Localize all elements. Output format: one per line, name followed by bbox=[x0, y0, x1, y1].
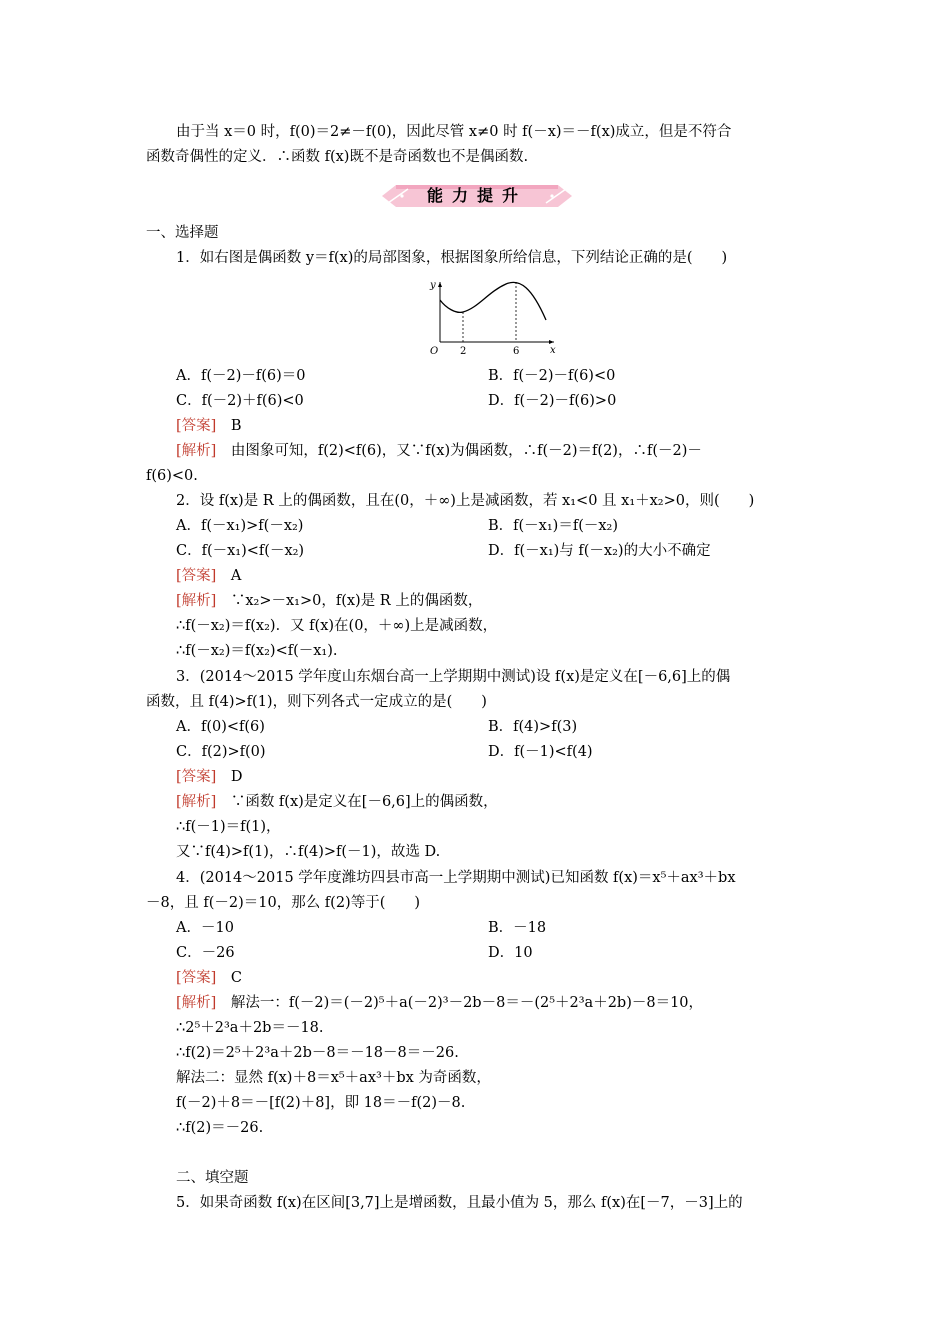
q3-option-b: B．f(4)>f(3) bbox=[488, 719, 578, 735]
q3-analysis-line-2: ∴f(－1)＝f(1)， bbox=[176, 819, 281, 835]
q4-option-a: A．－10 bbox=[176, 920, 234, 936]
graph-x-label: x bbox=[550, 345, 556, 356]
q4-option-d: D．10 bbox=[488, 945, 533, 961]
answer-tag: [答案] bbox=[176, 970, 217, 986]
q4-answer bbox=[176, 968, 836, 988]
q4-analysis-line-2: ∴2⁵＋2³a＋2b＝－18. bbox=[176, 1020, 324, 1036]
q1-stem: 1．如右图是偶函数 y＝f(x)的局部图象，根据图象所给信息，下列结论正确的是( ) bbox=[176, 250, 728, 266]
q2-analysis-line-1 bbox=[176, 591, 836, 611]
q3-answer-value: D bbox=[230, 769, 243, 785]
q1-answer-value: B bbox=[230, 418, 242, 434]
q1-option-a: A．f(－2)－f(6)＝0 bbox=[176, 368, 306, 384]
q2-option-c: C．f(－x₁)<f(－x₂) bbox=[176, 543, 305, 559]
section-2-heading: 二、填空题 bbox=[176, 1170, 249, 1186]
graph-y-label: y bbox=[430, 280, 436, 291]
q4-analysis-line-3: ∴f(2)＝2⁵＋2³a＋2b－8＝－18－8＝－26. bbox=[176, 1045, 459, 1061]
q4-stem-line-2: －8，且 f(－2)＝10，那么 f(2)等于( ) bbox=[146, 895, 421, 911]
q3-stem-line-2: 函数，且 f(4)>f(1)，则下列各式一定成立的是( ) bbox=[146, 694, 487, 710]
q2-option-a: A．f(－x₁)>f(－x₂) bbox=[176, 518, 304, 534]
q2-stem: 2．设 f(x)是 R 上的偶函数，且在(0，＋∞)上是减函数，若 x₁<0 且 x₁＋x₂>0，则( ) bbox=[176, 493, 755, 509]
q2-answer-value: A bbox=[230, 568, 242, 584]
q3-answer bbox=[176, 767, 836, 787]
q1-function-graph bbox=[426, 278, 558, 356]
answer-tag: [答案] bbox=[176, 769, 217, 785]
q1-analysis-line-2: f(6)<0. bbox=[146, 468, 198, 484]
analysis-tag: [解析] bbox=[176, 443, 217, 459]
banner-title: 能力提升 bbox=[426, 186, 527, 205]
graph-tick-2: 2 bbox=[460, 346, 467, 356]
analysis-tag: [解析] bbox=[176, 995, 217, 1011]
q1-analysis-text: 由图象可知，f(2)<f(6)，又∵f(x)为偶函数，∴f(－2)＝f(2)，∴f(－2)－ bbox=[230, 443, 702, 459]
q2-option-b: B．f(－x₁)＝f(－x₂) bbox=[488, 518, 618, 534]
q3-stem-line-1: 3．(2014～2015 学年度山东烟台高一上学期期中测试)设 f(x)是定义在[－6,6]上的偶 bbox=[176, 669, 731, 685]
q3-option-d: D．f(－1)<f(4) bbox=[488, 744, 593, 760]
q3-analysis-line-1 bbox=[176, 792, 836, 812]
q4-analysis-line-4: 解法二：显然 f(x)＋8＝x⁵＋ax³＋bx 为奇函数， bbox=[176, 1070, 491, 1086]
q1-option-b: B．f(－2)－f(6)<0 bbox=[488, 368, 616, 384]
q4-analysis-text: 解法一：f(－2)＝(－2)⁵＋a(－2)³－2b－8＝－(2⁵＋2³a＋2b)－8＝10， bbox=[230, 995, 704, 1011]
q1-option-c: C．f(－2)＋f(6)<0 bbox=[176, 393, 304, 409]
analysis-tag: [解析] bbox=[176, 794, 217, 810]
q2-analysis-line-3: ∴f(－x₂)＝f(x₂)<f(－x₁). bbox=[176, 643, 338, 659]
q4-option-c: C．－26 bbox=[176, 945, 235, 961]
q1-option-d: D．f(－2)－f(6)>0 bbox=[488, 393, 617, 409]
q4-analysis-line-5: f(－2)＋8＝－[f(2)＋8]，即 18＝－f(2)－8. bbox=[176, 1095, 466, 1111]
q2-analysis-text: ∵x₂>－x₁>0，f(x)是 R 上的偶函数， bbox=[230, 593, 483, 609]
q4-option-b: B．－18 bbox=[488, 920, 547, 936]
q1-answer bbox=[176, 416, 836, 436]
q4-stem-line-1: 4．(2014～2015 学年度潍坊四县市高一上学期期中测试)已知函数 f(x)＝x⁵＋ax³＋bx bbox=[176, 870, 736, 886]
q4-analysis-line-6: ∴f(2)＝－26. bbox=[176, 1120, 264, 1136]
graph-origin-label: O bbox=[430, 346, 439, 356]
q2-analysis-line-2: ∴f(－x₂)＝f(x₂)．又 f(x)在(0，＋∞)上是减函数， bbox=[176, 618, 498, 634]
intro-line-1: 由于当 x＝0 时，f(0)＝2≠－f(0)，因此尽管 x≠0 时 f(－x)＝－f(x)成立，但是不符合 bbox=[176, 124, 732, 140]
q4-analysis-line-1 bbox=[176, 993, 836, 1013]
answer-tag: [答案] bbox=[176, 418, 217, 434]
answer-tag: [答案] bbox=[176, 568, 217, 584]
q2-answer bbox=[176, 566, 836, 586]
q2-option-d: D．f(－x₁)与 f(－x₂)的大小不确定 bbox=[488, 543, 711, 559]
q4-answer-value: C bbox=[230, 970, 242, 986]
q5-stem: 5．如果奇函数 f(x)在区间[3,7]上是增函数，且最小值为 5，那么 f(x)在[－7，－3]上的 bbox=[176, 1195, 743, 1211]
q3-analysis-line-3: 又∵f(4)>f(1)，∴f(4)>f(－1)，故选 D. bbox=[176, 844, 441, 860]
analysis-tag: [解析] bbox=[176, 593, 217, 609]
q3-option-a: A．f(0)<f(6) bbox=[176, 719, 265, 735]
q3-analysis-text: ∵函数 f(x)是定义在[－6,6]上的偶函数， bbox=[230, 794, 498, 810]
q1-analysis-line-1 bbox=[176, 441, 836, 461]
intro-line-2: 函数奇偶性的定义．∴函数 f(x)既不是奇函数也不是偶函数. bbox=[146, 149, 529, 165]
section-1-heading: 一、选择题 bbox=[146, 225, 219, 241]
section-banner bbox=[382, 183, 572, 209]
graph-tick-6: 6 bbox=[513, 346, 520, 356]
q3-option-c: C．f(2)>f(0) bbox=[176, 744, 266, 760]
